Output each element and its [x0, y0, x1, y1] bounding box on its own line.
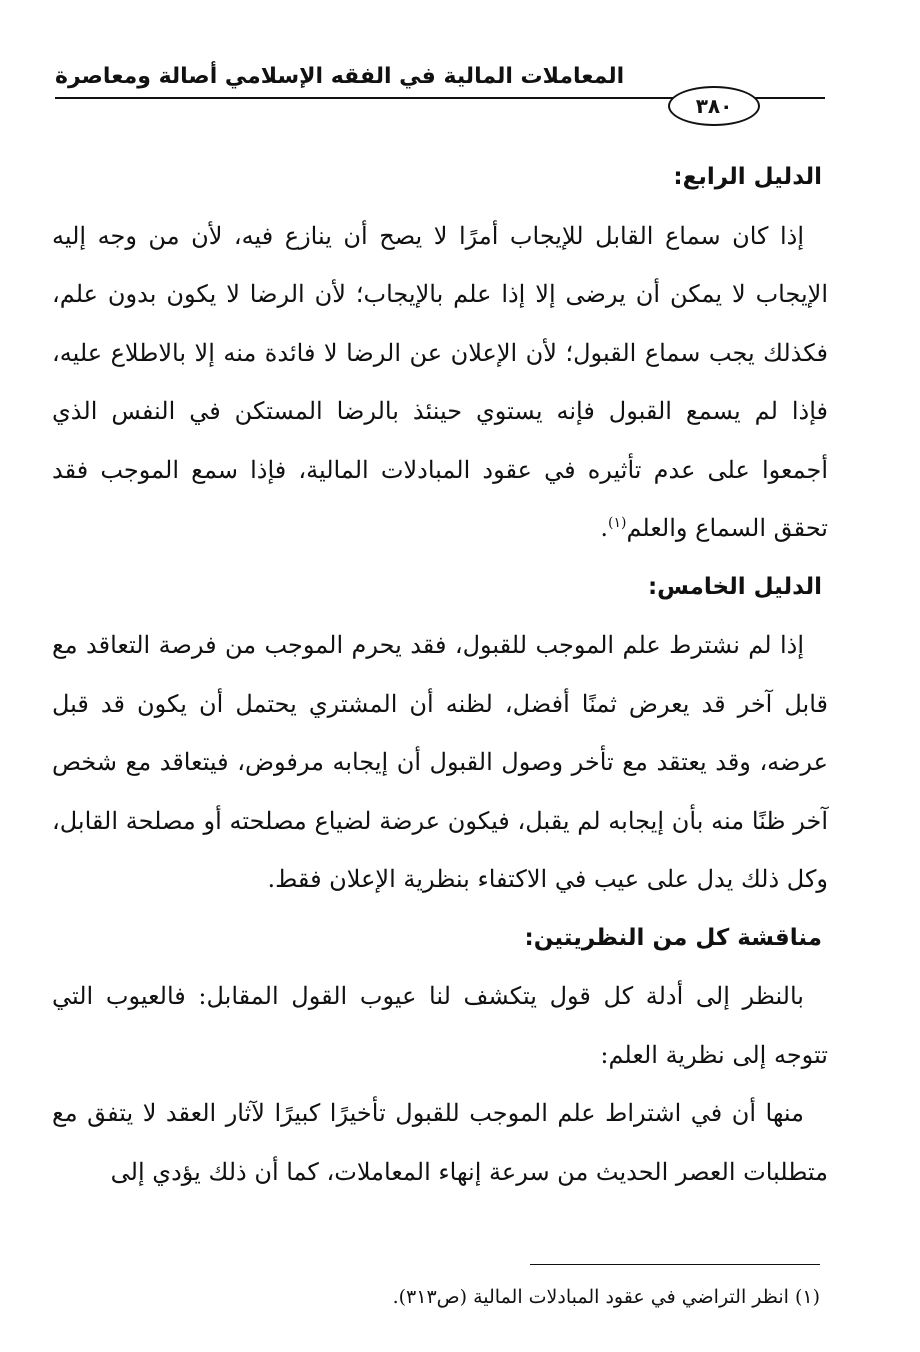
footnote-rule: [530, 1264, 820, 1265]
section-heading-fifth-evidence: الدليل الخامس:: [647, 573, 822, 600]
page-number: ٣٨٠: [668, 86, 760, 126]
running-title: المعاملات المالية في الفقه الإسلامي أصالة ومعاصرة: [55, 64, 625, 89]
paragraph-end: .: [600, 514, 608, 542]
paragraph-discussion-first: منها أن في اشتراط علم الموجب للقبول تأخيرًا كبيرًا لآثار العقد لا يتفق مع متطلبات العصر الحديث من سرعة إنهاء المعاملات، كما أن ذلك يؤدي إلى: [52, 1099, 828, 1186]
paragraph-text: إذا كان سماع القابل للإيجاب أمرًا لا يصح أن ينازع فيه، لأن من وجه إليه الإيجاب لا يمكن أن يرضى إلا إذا علم بالإيجاب؛ لأن الرضا لا يكون بدون علم، فكذلك يجب سماع القبول؛ لأن الإعلان عن الرضا لا فائدة منه إلا بالاطلاع عليه، فإذا لم يسمع القبول فإنه يستوي حينئذ بالرضا المستكن في النفس الذي أجمعوا على عدم تأثيره في عقود المبادلات المالية، فإذا سمع الموجب فقد تحقق السماع والعلم: [52, 221, 828, 542]
paragraph-discussion-intro: بالنظر إلى أدلة كل قول يتكشف لنا عيوب القول المقابل: فالعيوب التي تتوجه إلى نظرية العلم:: [52, 982, 828, 1069]
paragraph-fifth-evidence: إذا لم نشترط علم الموجب للقبول، فقد يحرم الموجب من فرصة التعاقد مع قابل آخر قد يعرض ثمنًا أفضل، لظنه أن المشتري يحتمل أن يكون قد قبل عرضه، وقد يعتقد مع تأخر وصول القبول أن إيجابه مرفوض، فيتعاقد مع شخص آخر ظنًا منه بأن إيجابه لم يقبل، فيكون عرضة لضياع مصلحته أو مصلحة القابل، وكل ذلك يدل على عيب في الاكتفاء بنظرية الإعلان فقط.: [52, 631, 828, 893]
paragraph-fourth-evidence: [52, 207, 828, 558]
footnote: (١) انظر التراضي في عقود المبادلات المالية (ص٣١٣).: [392, 1286, 820, 1308]
section-heading-fourth-evidence: الدليل الرابع:: [673, 164, 822, 190]
body-text: [52, 148, 828, 1201]
footnote-reference[interactable]: (١): [607, 515, 627, 531]
section-heading-discussion: مناقشة كل من النظريتين:: [524, 924, 822, 951]
